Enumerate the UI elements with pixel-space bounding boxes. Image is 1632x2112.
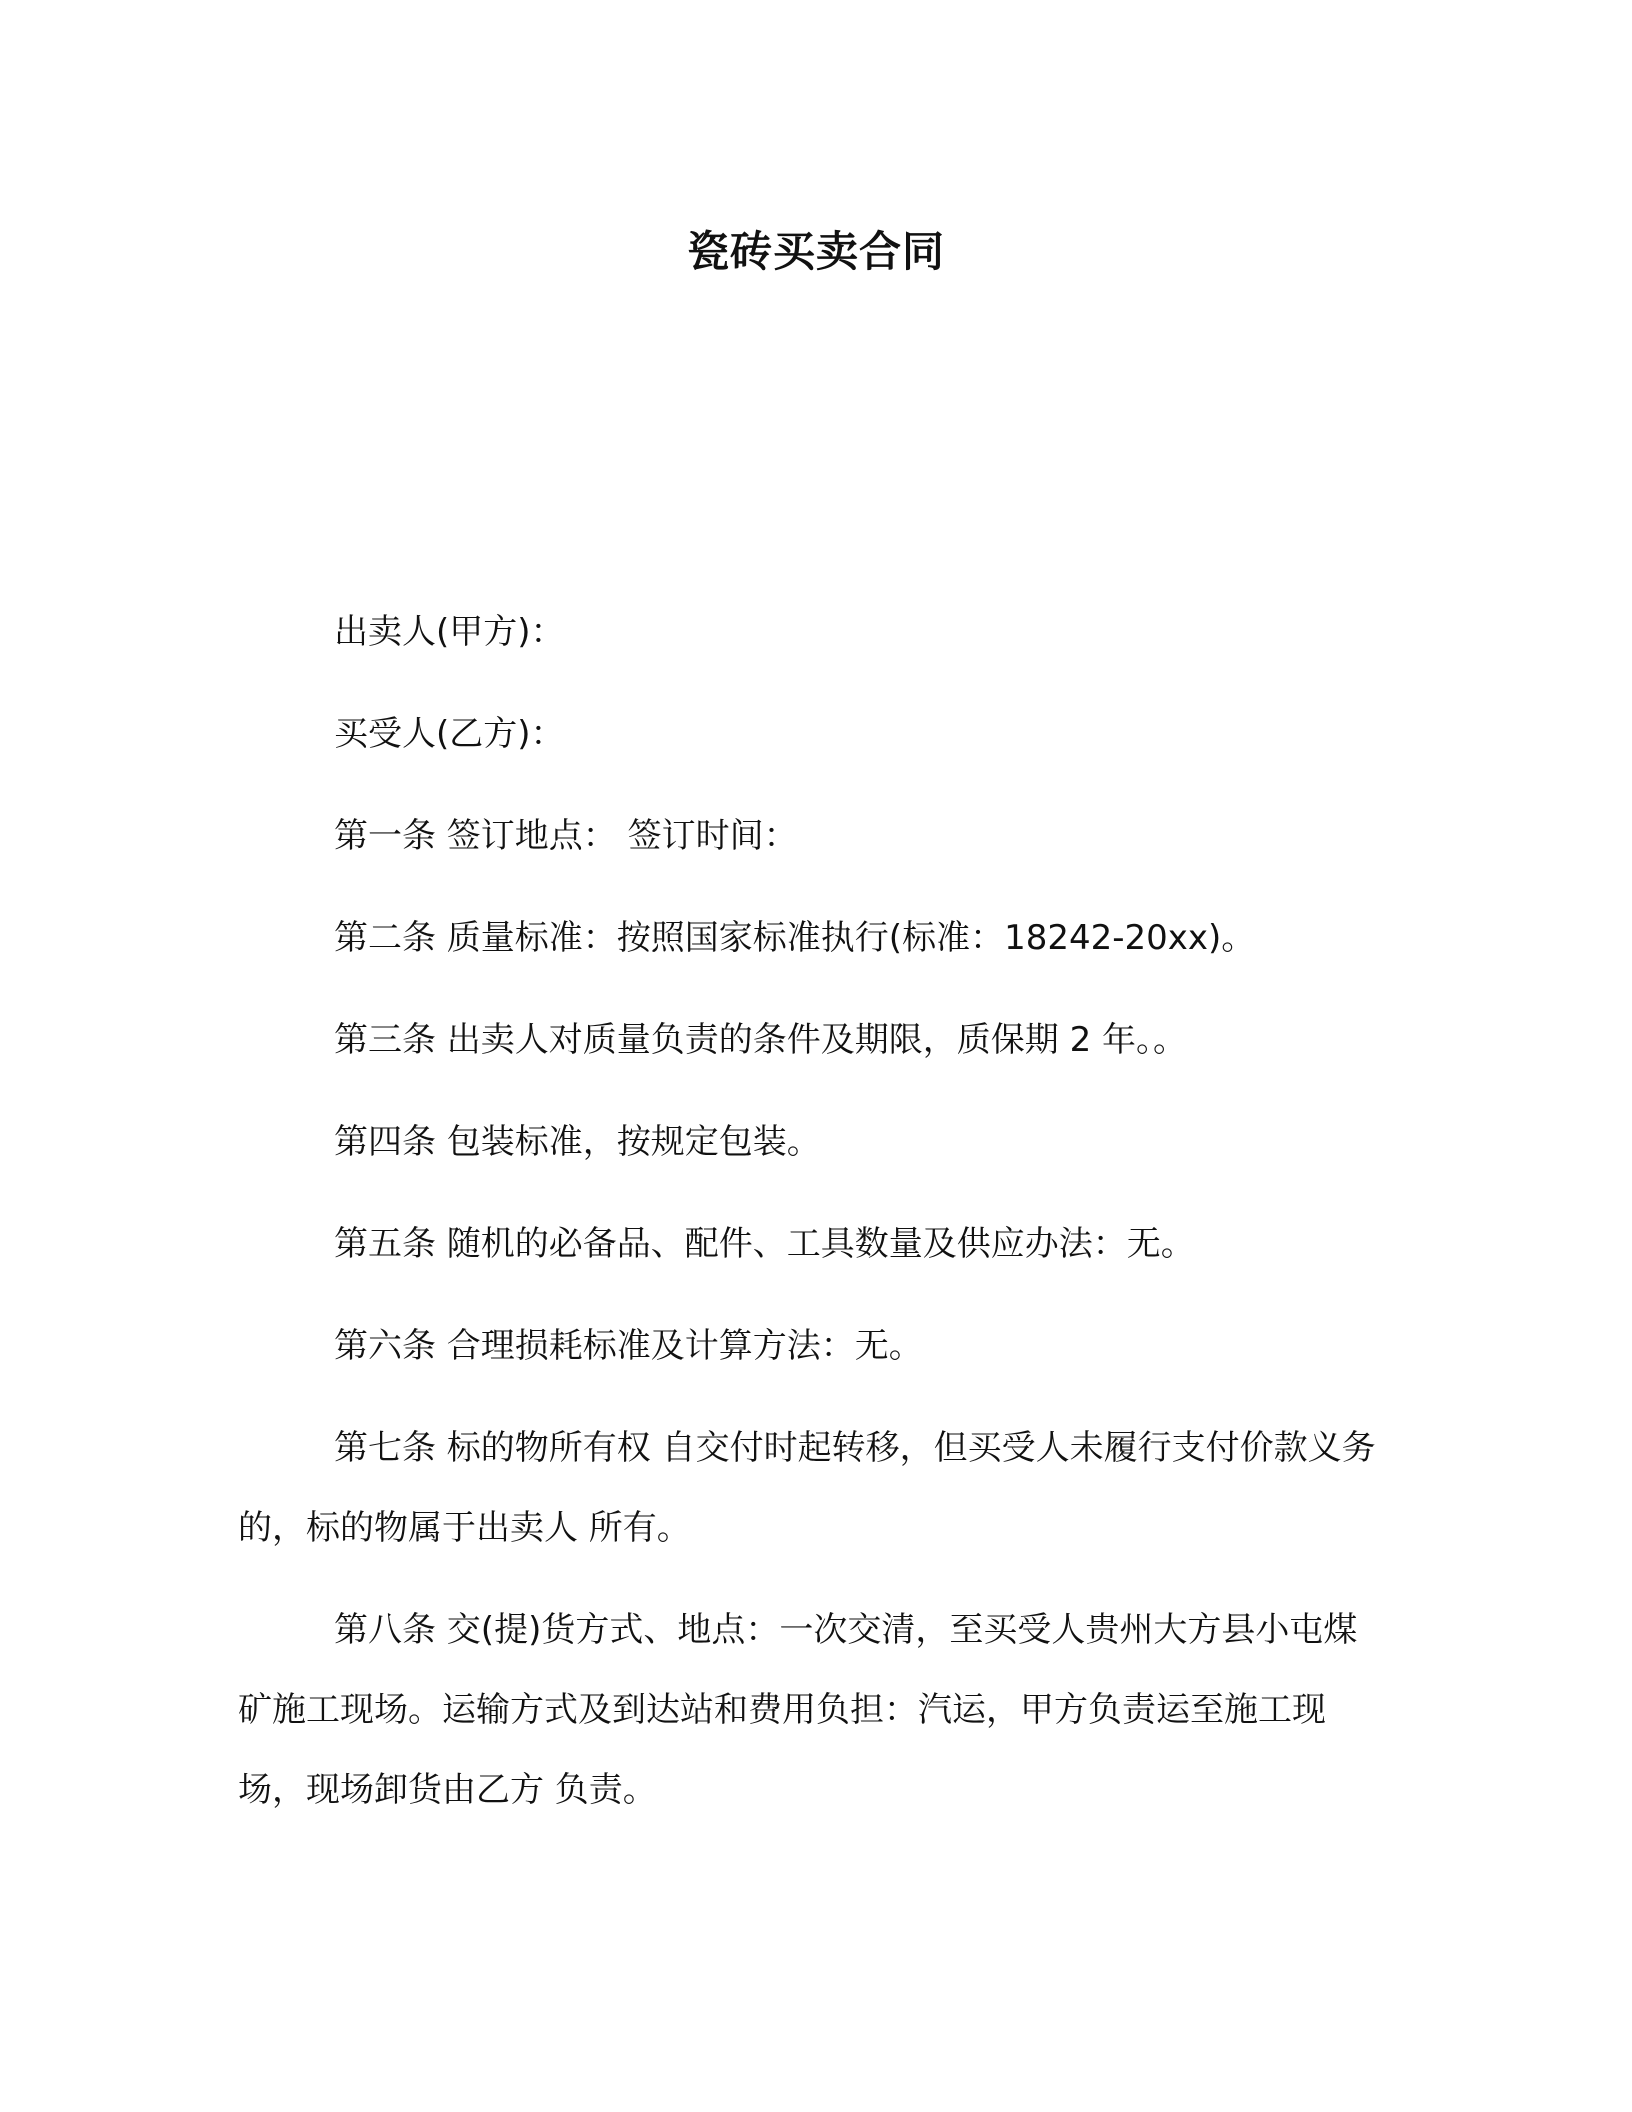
article-4: 第四条 包装标准，按规定包装。 [334, 1122, 821, 1162]
article-2: 第二条 质量标准：按照国家标准执行(标准：18242-20xx)。 [334, 918, 1256, 958]
document-title: 瓷砖买卖合同 [686, 227, 945, 276]
party-buyer: 买受人(乙方)： [334, 714, 565, 754]
article-5: 第五条 随机的必备品、配件、工具数量及供应办法：无。 [334, 1224, 1195, 1264]
article-6: 第六条 合理损耗标准及计算方法：无。 [334, 1326, 923, 1366]
article-8: 第八条 交(提)货方式、地点：一次交清，至买受人贵州大方县小屯煤矿施工现场。运输方式及到达站和费用负担：汽运，甲方负责运至施工现场，现场卸货由乙方 负责。 [238, 1610, 1358, 1810]
party-seller: 出卖人(甲方)： [334, 612, 565, 652]
article-1: 第一条 签订地点： 签订时间： [334, 816, 798, 856]
document-body [238, 592, 1388, 1852]
article-3: 第三条 出卖人对质量负责的条件及期限，质保期 2 年。。 [334, 1020, 1188, 1060]
article-7: 第七条 标的物所有权 自交付时起转移，但买受人未履行支付价款义务的，标的物属于出卖人 所有。 [238, 1428, 1376, 1548]
